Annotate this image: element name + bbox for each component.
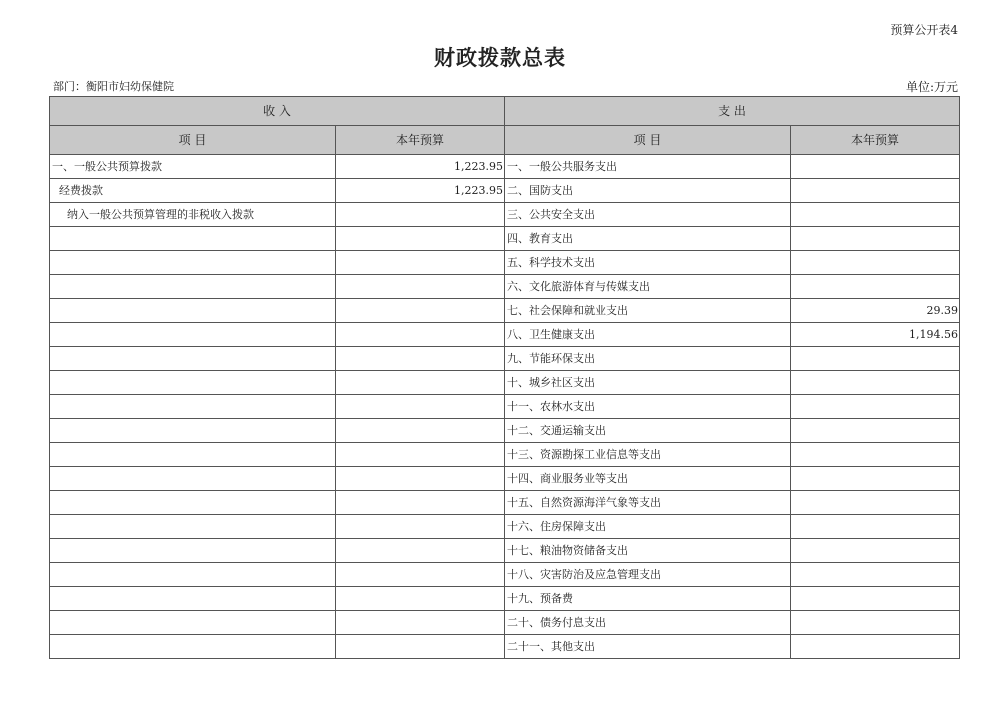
income-item-cell: 一、一般公共预算拨款 <box>50 155 336 179</box>
expense-value-cell <box>791 635 960 659</box>
table-row <box>50 491 960 515</box>
expense-item-cell: 一、一般公共服务支出 <box>505 155 791 179</box>
expense-value-cell <box>791 443 960 467</box>
income-value-cell <box>336 539 505 563</box>
expense-value-cell <box>791 203 960 227</box>
expense-item-cell: 三、公共安全支出 <box>505 203 791 227</box>
form-number: 预算公开表4 <box>890 23 958 37</box>
income-item-cell <box>50 635 336 659</box>
income-item-cell <box>50 539 336 563</box>
expense-budget-header: 本年预算 <box>791 126 960 155</box>
income-value-cell <box>336 491 505 515</box>
expense-value-cell <box>791 491 960 515</box>
income-value-cell <box>336 275 505 299</box>
income-item-cell <box>50 443 336 467</box>
income-value-cell <box>336 299 505 323</box>
income-value-cell <box>336 251 505 275</box>
table-row <box>50 227 960 251</box>
expense-item-cell: 十二、交通运输支出 <box>505 419 791 443</box>
income-item-cell <box>50 611 336 635</box>
expense-item-cell: 六、文化旅游体育与传媒支出 <box>505 275 791 299</box>
income-item-cell <box>50 227 336 251</box>
income-item-cell <box>50 251 336 275</box>
expense-value-cell <box>791 419 960 443</box>
income-value-cell <box>336 227 505 251</box>
table-row <box>50 515 960 539</box>
income-item-cell <box>50 587 336 611</box>
expense-item-cell: 七、社会保障和就业支出 <box>505 299 791 323</box>
expense-value-cell <box>791 155 960 179</box>
expense-item-cell: 八、卫生健康支出 <box>505 323 791 347</box>
income-item-cell <box>50 515 336 539</box>
table-row <box>50 323 960 347</box>
expense-value-cell <box>791 395 960 419</box>
expense-item-cell: 十、城乡社区支出 <box>505 371 791 395</box>
table-row <box>50 563 960 587</box>
expense-value-cell <box>791 467 960 491</box>
table-row <box>50 347 960 371</box>
expense-item-cell: 二十一、其他支出 <box>505 635 791 659</box>
expense-value-cell: 1,194.56 <box>791 323 960 347</box>
expense-value-cell <box>791 539 960 563</box>
table-column-header-row <box>50 126 960 155</box>
table-row <box>50 419 960 443</box>
income-value-cell <box>336 443 505 467</box>
income-value-cell <box>336 203 505 227</box>
expense-value-cell <box>791 275 960 299</box>
income-item-cell: 纳入一般公共预算管理的非税收入拨款 <box>50 203 336 227</box>
income-value-cell <box>336 563 505 587</box>
income-value-cell <box>336 371 505 395</box>
expense-item-cell: 九、节能环保支出 <box>505 347 791 371</box>
income-item-cell <box>50 275 336 299</box>
income-value-cell <box>336 515 505 539</box>
income-item-cell <box>50 563 336 587</box>
expense-item-header: 项 目 <box>505 126 791 155</box>
budget-table <box>49 96 960 659</box>
expense-value-cell <box>791 515 960 539</box>
table-row <box>50 155 960 179</box>
table-row <box>50 443 960 467</box>
table-row <box>50 179 960 203</box>
table-row <box>50 299 960 323</box>
page-title: 财政拨款总表 <box>434 46 566 70</box>
expense-value-cell <box>791 587 960 611</box>
income-item-cell <box>50 491 336 515</box>
expense-value-cell <box>791 347 960 371</box>
expense-item-cell: 十五、自然资源海洋气象等支出 <box>505 491 791 515</box>
table-row <box>50 203 960 227</box>
table-row <box>50 275 960 299</box>
expense-value-cell <box>791 611 960 635</box>
table-row <box>50 635 960 659</box>
expense-item-cell: 十四、商业服务业等支出 <box>505 467 791 491</box>
expense-item-cell: 四、教育支出 <box>505 227 791 251</box>
income-item-cell: 经费拨款 <box>50 179 336 203</box>
expense-item-cell: 二十、债务付息支出 <box>505 611 791 635</box>
expense-item-cell: 十一、农林水支出 <box>505 395 791 419</box>
income-value-cell <box>336 587 505 611</box>
expense-value-cell <box>791 227 960 251</box>
expense-value-cell <box>791 179 960 203</box>
expense-item-cell: 十九、预备费 <box>505 587 791 611</box>
income-value-cell <box>336 611 505 635</box>
table-row <box>50 611 960 635</box>
table-row <box>50 395 960 419</box>
table-row <box>50 587 960 611</box>
income-value-cell: 1,223.95 <box>336 155 505 179</box>
income-value-cell <box>336 419 505 443</box>
expense-item-cell: 十八、灾害防治及应急管理支出 <box>505 563 791 587</box>
table-section-header-row <box>50 97 960 126</box>
income-item-cell <box>50 395 336 419</box>
income-item-cell <box>50 299 336 323</box>
expense-value-cell <box>791 371 960 395</box>
income-item-cell <box>50 371 336 395</box>
income-item-cell <box>50 419 336 443</box>
expense-item-cell: 十六、住房保障支出 <box>505 515 791 539</box>
expense-item-cell: 十七、粮油物资储备支出 <box>505 539 791 563</box>
expense-value-cell <box>791 563 960 587</box>
income-budget-header: 本年预算 <box>336 126 505 155</box>
table-row <box>50 467 960 491</box>
department-label: 部门：衡阳市妇幼保健院 <box>53 80 174 93</box>
income-value-cell <box>336 395 505 419</box>
income-value-cell: 1,223.95 <box>336 179 505 203</box>
expense-item-cell: 二、国防支出 <box>505 179 791 203</box>
table-row <box>50 251 960 275</box>
income-value-cell <box>336 467 505 491</box>
income-item-header: 项 目 <box>50 126 336 155</box>
expense-section-header: 支 出 <box>505 97 960 126</box>
table-row <box>50 371 960 395</box>
income-value-cell <box>336 635 505 659</box>
income-value-cell <box>336 323 505 347</box>
expense-value-cell <box>791 251 960 275</box>
expense-item-cell: 五、科学技术支出 <box>505 251 791 275</box>
income-item-cell <box>50 467 336 491</box>
income-section-header: 收 入 <box>50 97 505 126</box>
expense-value-cell: 29.39 <box>791 299 960 323</box>
expense-item-cell: 十三、资源勘探工业信息等支出 <box>505 443 791 467</box>
table-body <box>50 155 960 659</box>
income-item-cell <box>50 347 336 371</box>
income-item-cell <box>50 323 336 347</box>
income-value-cell <box>336 347 505 371</box>
table-row <box>50 539 960 563</box>
unit-label: 单位:万元 <box>905 80 958 94</box>
